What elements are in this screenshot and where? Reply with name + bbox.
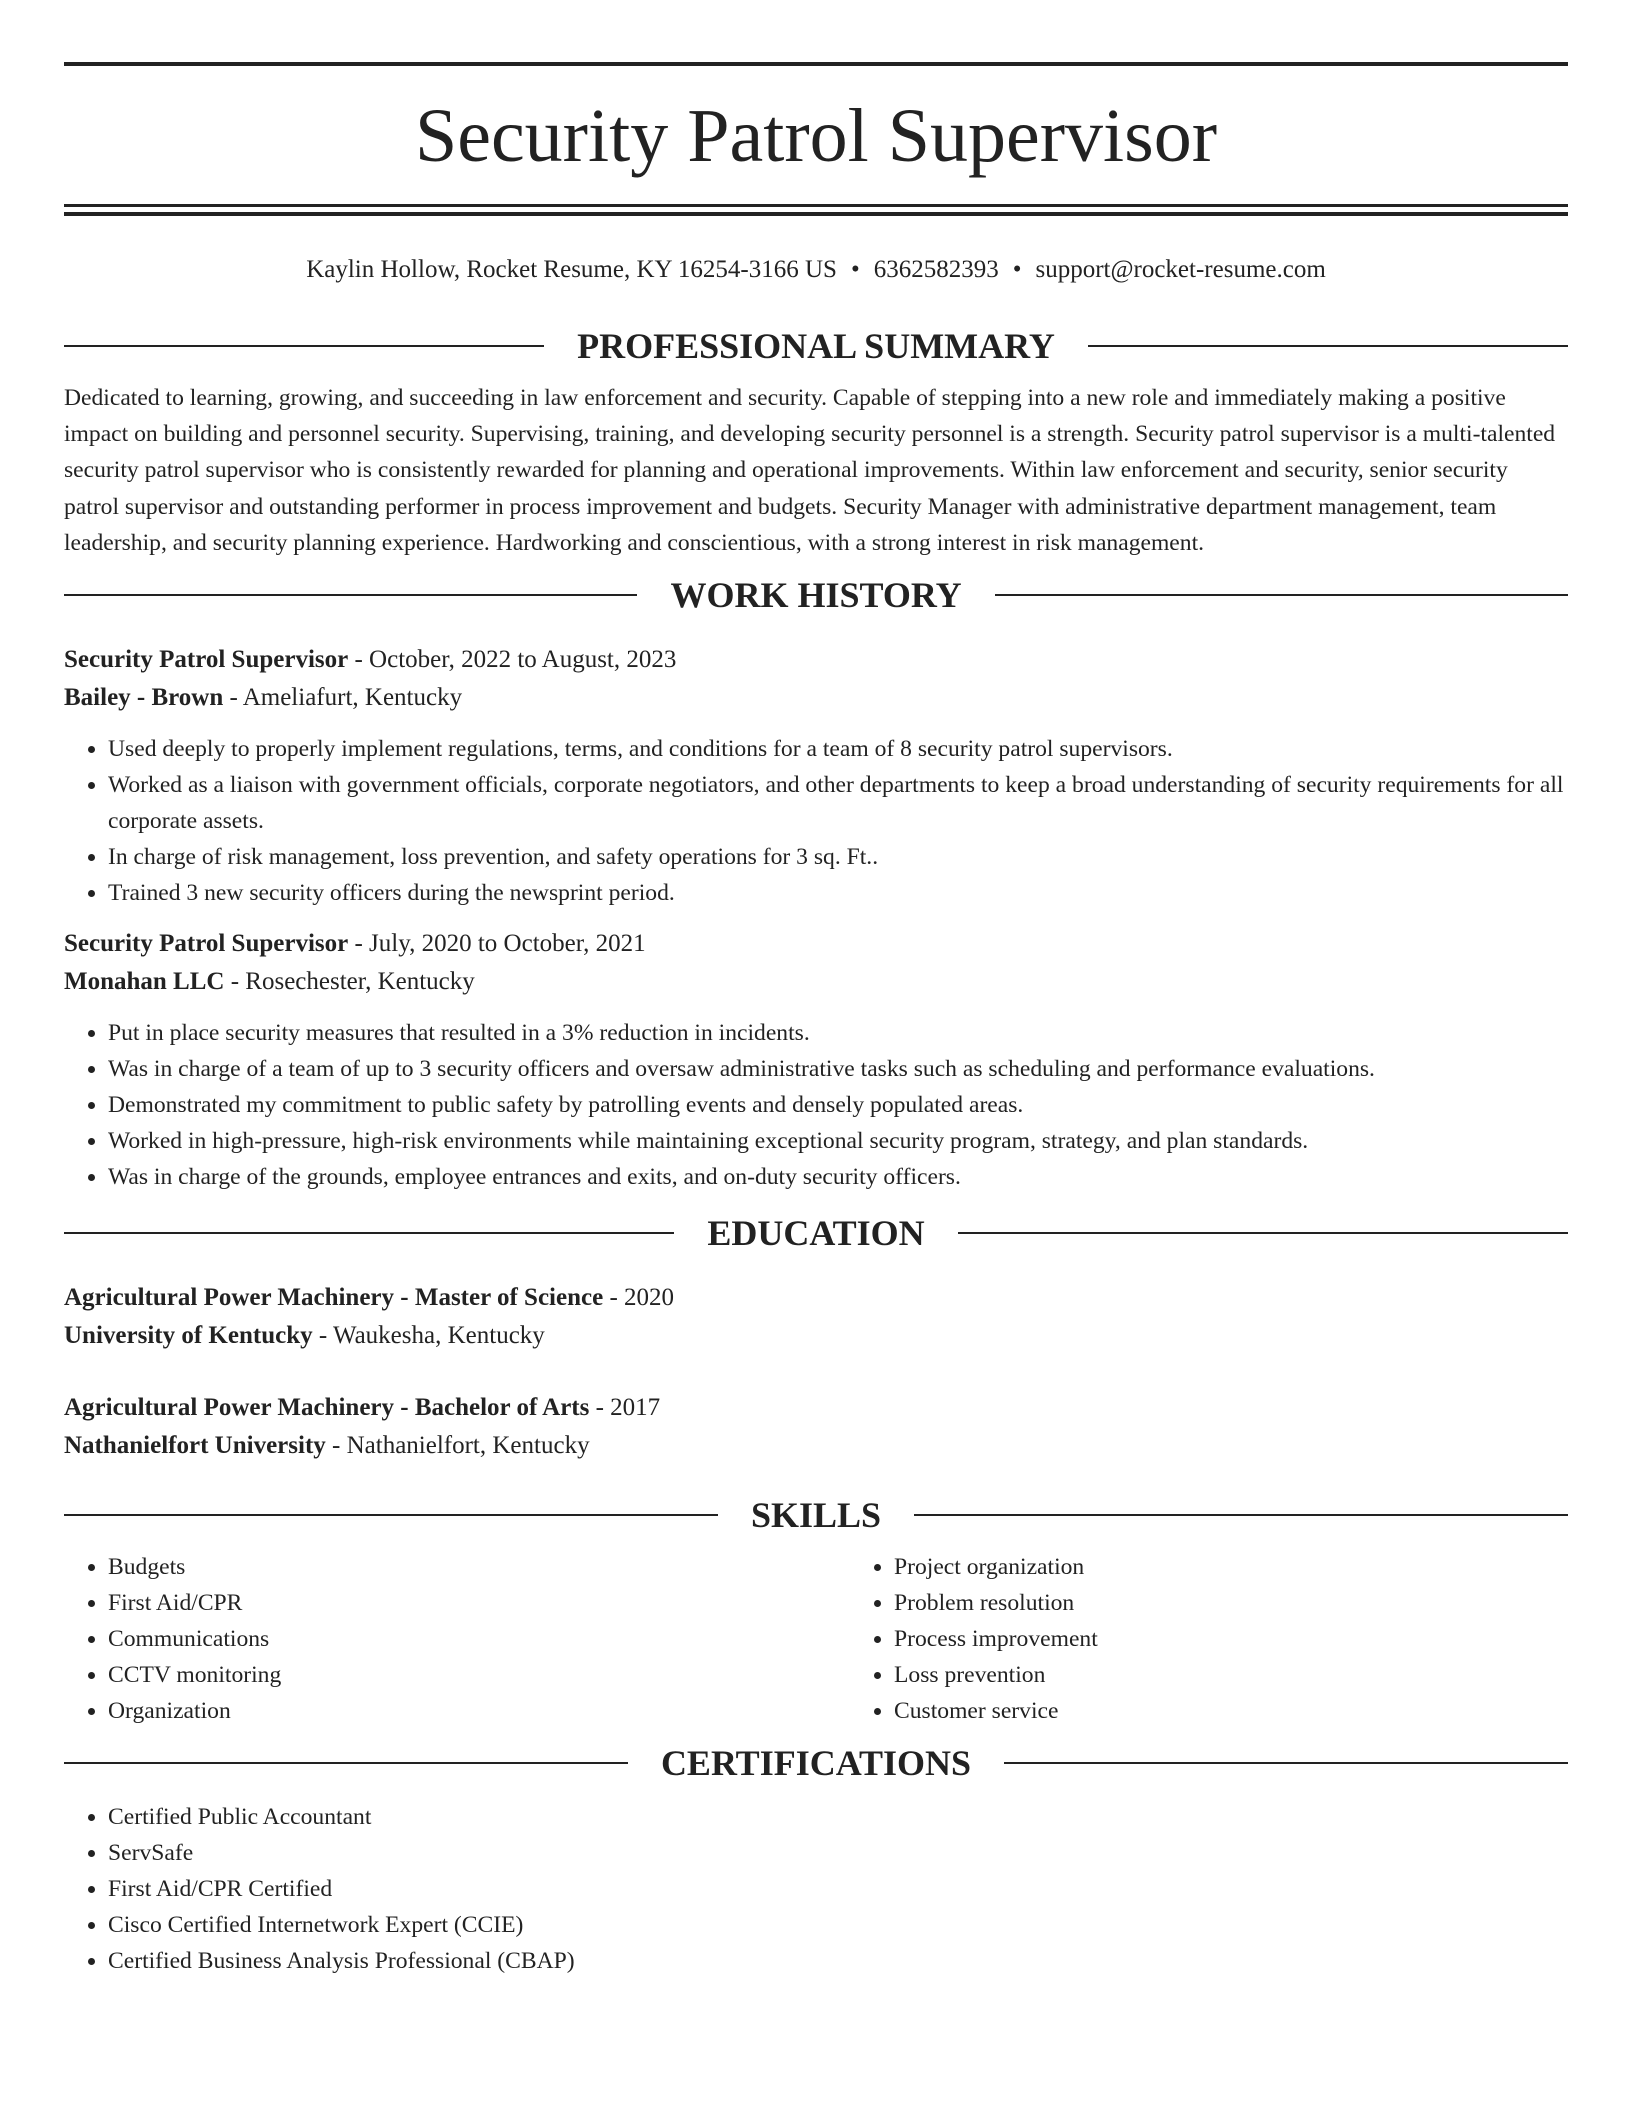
education-entry xyxy=(64,1389,1568,1465)
education-school: Nathanielfort University xyxy=(64,1432,326,1460)
skill-item: • Loss prevention xyxy=(894,1657,1632,1693)
job-dates: - July, 2020 to October, 2021 xyxy=(348,930,646,958)
education-school-line xyxy=(64,1427,1568,1465)
heading-rule xyxy=(64,1514,718,1516)
education-degree: Agricultural Power Machinery - Master of Science xyxy=(64,1284,604,1312)
section-heading-work-history xyxy=(64,573,1568,617)
contact-line xyxy=(64,254,1568,286)
certification-item: • Cisco Certified Internetwork Expert (CCIE) xyxy=(108,1907,1568,1943)
education-year: - 2020 xyxy=(603,1284,675,1312)
heading-rule xyxy=(958,1232,1568,1234)
education-degree-line xyxy=(64,1389,1568,1427)
heading-rule xyxy=(64,345,544,347)
education-degree: Agricultural Power Machinery - Bachelor of Arts xyxy=(64,1394,590,1422)
job-title-line xyxy=(64,641,1568,679)
certifications-block xyxy=(64,1799,1568,1979)
contact-phone: 6362582393 xyxy=(873,256,999,283)
skill-item: • Organization xyxy=(108,1693,850,1729)
section-heading-label: CERTIFICATIONS xyxy=(660,1743,972,1784)
job-bullet: • Put in place security measures that resulted in a 3% reduction in incidents. xyxy=(108,1015,1568,1051)
job-location: - Ameliafurt, Kentucky xyxy=(223,684,463,712)
education-school: University of Kentucky xyxy=(64,1322,313,1350)
education-degree-line xyxy=(64,1279,1568,1317)
section-heading-label: EDUCATION xyxy=(707,1213,925,1254)
skill-item: • Customer service xyxy=(894,1693,1632,1729)
job-bullet: • Trained 3 new security officers during the newsprint period. xyxy=(108,875,1568,911)
skills-list-right xyxy=(850,1549,1632,1729)
section-heading-label: WORK HISTORY xyxy=(670,575,962,616)
job-entry xyxy=(64,925,1568,1195)
job-bullets xyxy=(64,1015,1568,1195)
heading-rule xyxy=(1088,345,1568,347)
certification-item: • First Aid/CPR Certified xyxy=(108,1871,1568,1907)
job-company-line xyxy=(64,963,1568,1001)
section-heading-certifications xyxy=(64,1741,1568,1785)
skill-item: • Project organization xyxy=(894,1549,1632,1585)
section-heading-summary xyxy=(64,324,1568,368)
contact-email: support@rocket-resume.com xyxy=(1035,256,1326,283)
heading-rule xyxy=(64,1762,628,1764)
job-bullet: • Worked as a liaison with government officials, corporate negotiators, and other departments to keep a broad understanding of security requirements for all corporate assets. xyxy=(108,767,1568,839)
contact-separator: • xyxy=(850,256,860,283)
top-rule xyxy=(64,62,1568,66)
skills-columns xyxy=(64,1549,1568,1729)
education-year: - 2017 xyxy=(589,1394,661,1422)
heading-rule xyxy=(64,594,637,596)
job-bullet: • Was in charge of the grounds, employee entrances and exits, and on-duty security officers. xyxy=(108,1159,1568,1195)
section-heading-skills xyxy=(64,1493,1568,1537)
certification-item: • Certified Public Accountant xyxy=(108,1799,1568,1835)
job-company: Monahan LLC xyxy=(64,968,225,996)
job-entry xyxy=(64,641,1568,911)
certification-item: • Certified Business Analysis Professional (CBAP) xyxy=(108,1943,1568,1979)
job-bullet: • Demonstrated my commitment to public safety by patrolling events and densely populated areas. xyxy=(108,1087,1568,1123)
certification-item: • ServSafe xyxy=(108,1835,1568,1871)
education-location: - Nathanielfort, Kentucky xyxy=(325,1432,590,1460)
skill-item: • Budgets xyxy=(108,1549,850,1585)
job-company: Bailey - Brown xyxy=(64,684,224,712)
skill-item: • Communications xyxy=(108,1621,850,1657)
heading-rule xyxy=(914,1514,1568,1516)
heading-rule xyxy=(1004,1762,1568,1764)
skill-item: • First Aid/CPR xyxy=(108,1585,850,1621)
job-location: - Rosechester, Kentucky xyxy=(224,968,475,996)
job-title: Security Patrol Supervisor xyxy=(64,646,349,674)
heading-rule xyxy=(995,594,1568,596)
skill-item: • Problem resolution xyxy=(894,1585,1632,1621)
job-bullet: • In charge of risk management, loss prevention, and safety operations for 3 sq. Ft.. xyxy=(108,839,1568,875)
job-title-line xyxy=(64,925,1568,963)
contact-address: Kaylin Hollow, Rocket Resume, KY 16254-3166 US xyxy=(306,256,837,283)
summary-text: Dedicated to learning, growing, and succeeding in law enforcement and security. Capable of stepping into a new role and immediately making a positive impact on building and personnel security. Supervising, training, and developing security personnel is a strength. Security patrol supervisor is a multi-talented security patrol supervisor who is consistently rewarded for planning and operational improvements. Within law enforcement and security, senior security patrol supervisor and outstanding performer in process improvement and budgets. Security Manager with administrative department management, team leadership, and security planning experience. Hardworking and conscientious, with a strong interest in risk management. xyxy=(64,385,1556,556)
resume-page xyxy=(64,0,1568,1979)
skill-item: • Process improvement xyxy=(894,1621,1632,1657)
skills-list-left xyxy=(64,1549,850,1729)
job-company-line xyxy=(64,679,1568,717)
contact-separator: • xyxy=(1012,256,1022,283)
skill-item: • CCTV monitoring xyxy=(108,1657,850,1693)
job-dates: - October, 2022 to August, 2023 xyxy=(348,646,677,674)
resume-title: Security Patrol Supervisor xyxy=(414,94,1218,178)
section-heading-label: PROFESSIONAL SUMMARY xyxy=(577,326,1055,366)
title-double-rule xyxy=(64,204,1568,216)
job-title: Security Patrol Supervisor xyxy=(64,930,349,958)
education-entry xyxy=(64,1279,1568,1355)
job-bullets xyxy=(64,731,1568,911)
section-heading-label: SKILLS xyxy=(750,1495,882,1536)
certifications-list xyxy=(64,1799,1568,1979)
job-bullet: • Used deeply to properly implement regulations, terms, and conditions for a team of 8 security patrol supervisors. xyxy=(108,731,1568,767)
education-school-line xyxy=(64,1317,1568,1355)
heading-rule xyxy=(64,1232,674,1234)
job-bullet: • Worked in high-pressure, high-risk environments while maintaining exceptional security program, strategy, and plan standards. xyxy=(108,1123,1568,1159)
education-location: - Waukesha, Kentucky xyxy=(312,1322,545,1350)
section-heading-education xyxy=(64,1211,1568,1255)
job-bullet: • Was in charge of a team of up to 3 security officers and oversaw administrative tasks such as scheduling and performance evaluations. xyxy=(108,1051,1568,1087)
